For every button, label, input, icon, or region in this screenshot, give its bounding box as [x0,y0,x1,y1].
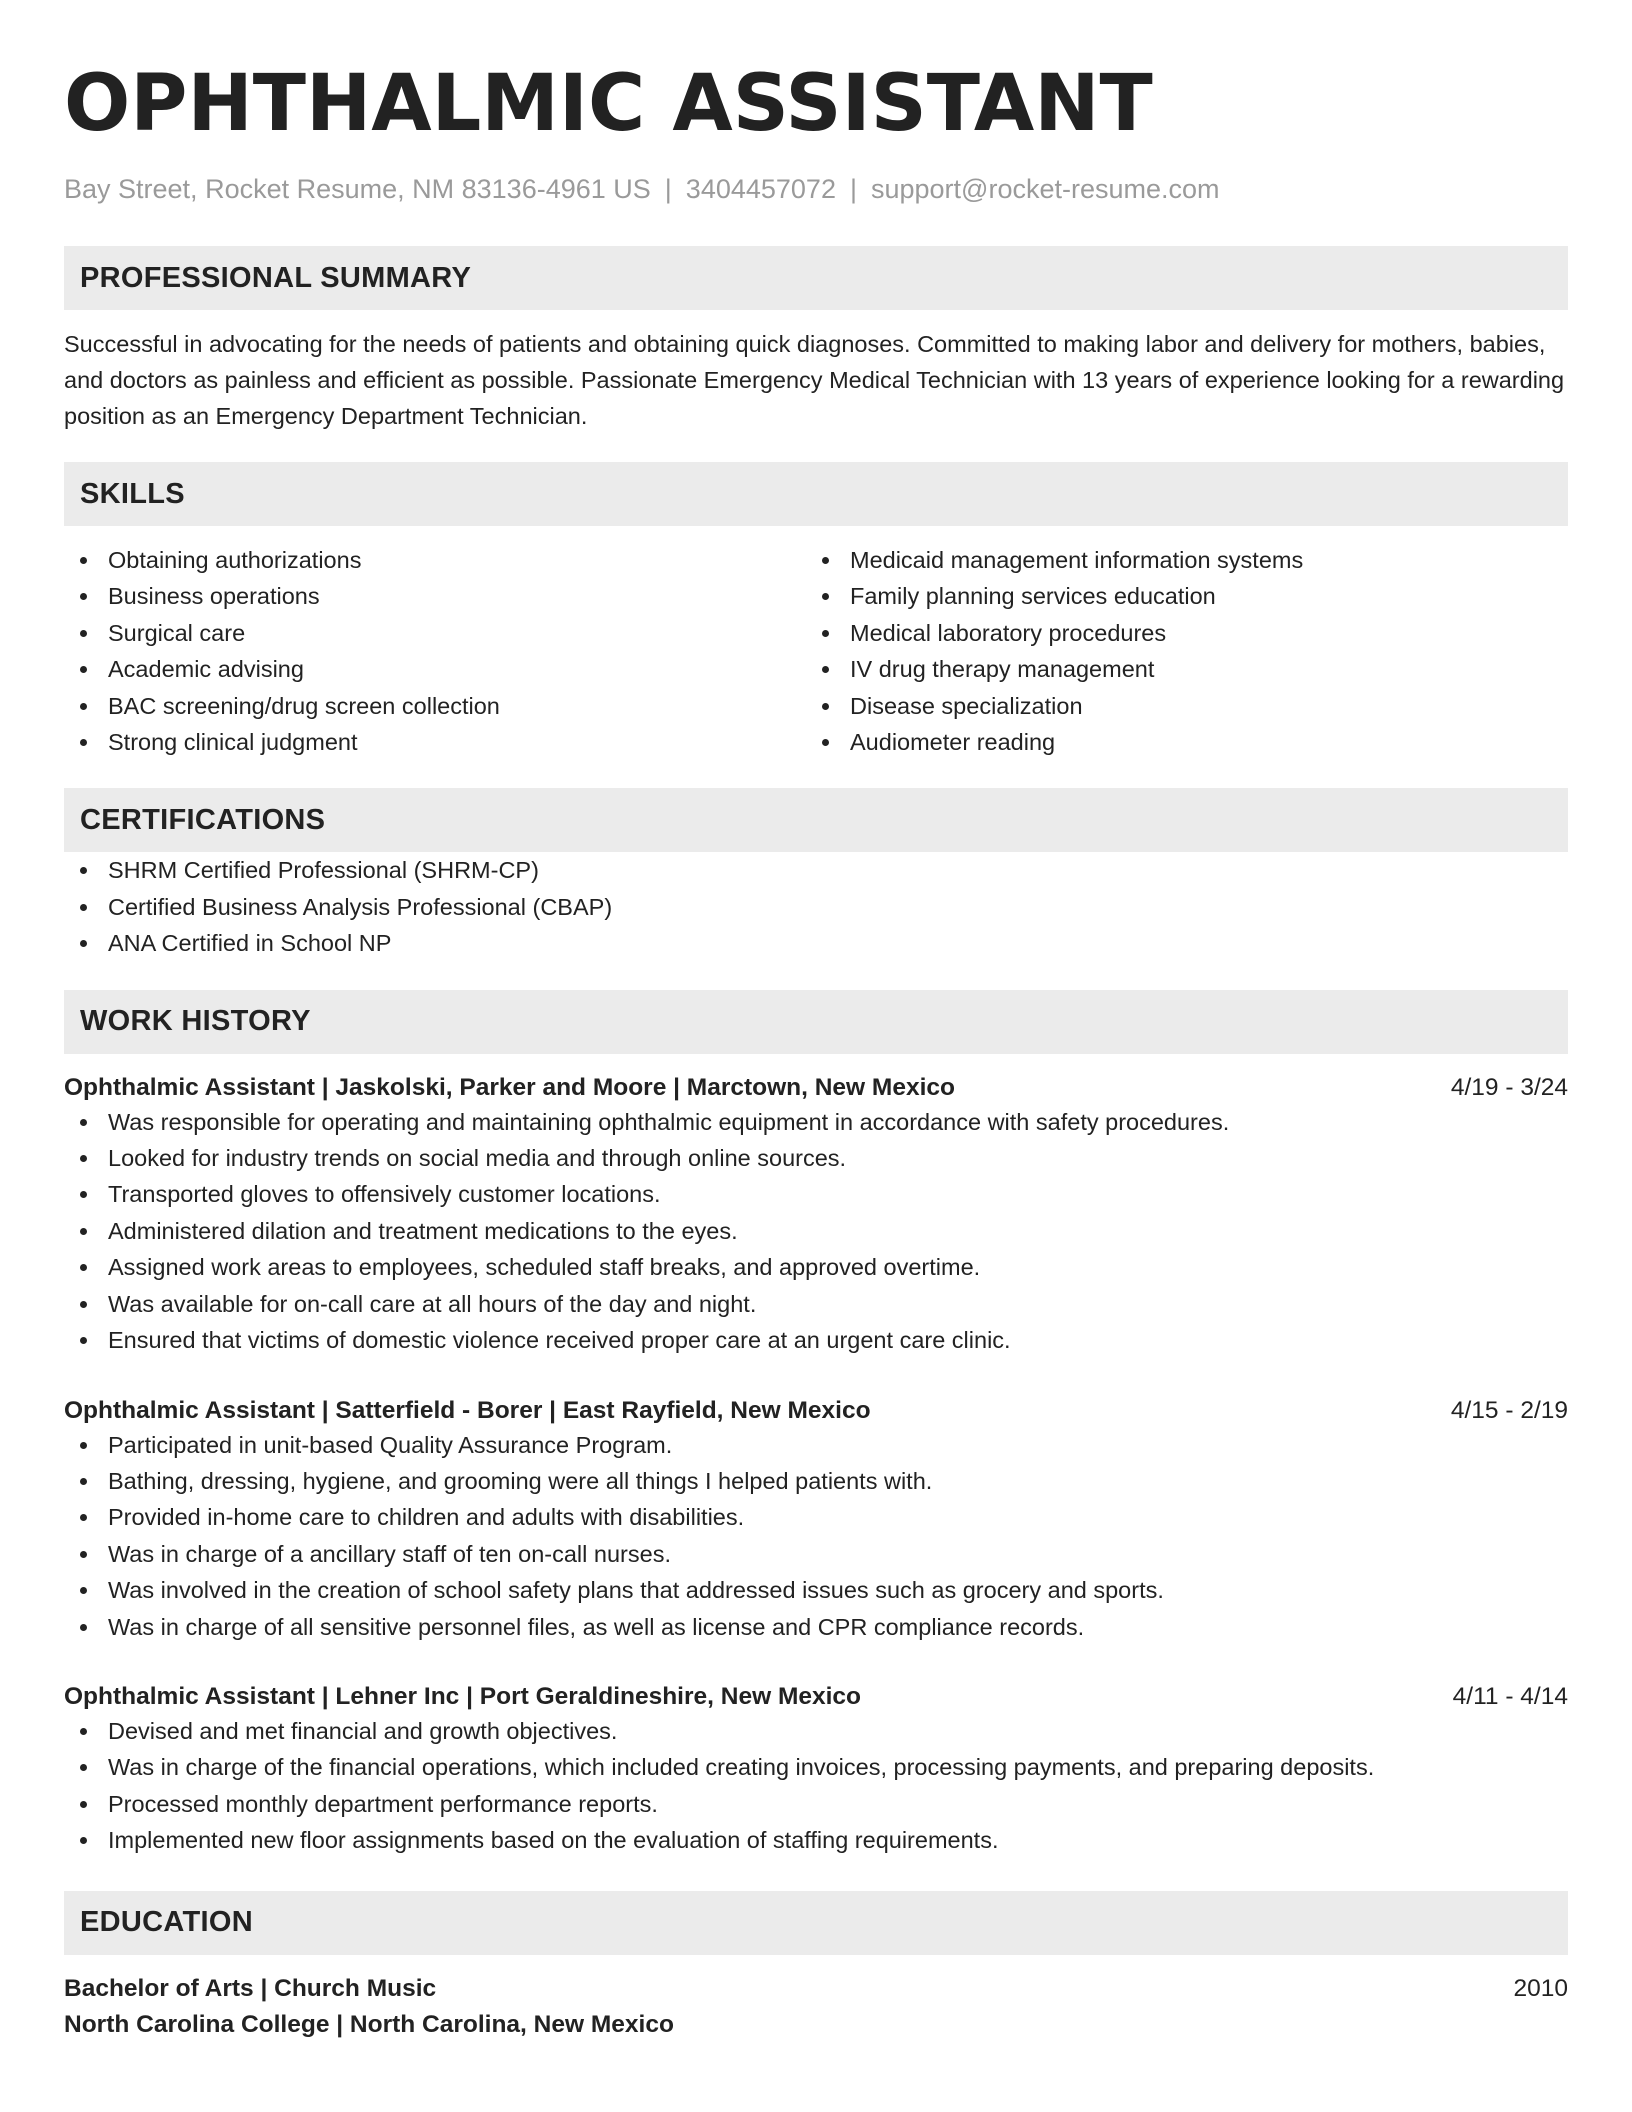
job-duty: Looked for industry trends on social media and through online sources. [64,1140,1568,1176]
contact-line [64,172,1568,206]
job-duty: Implemented new floor assignments based on the evaluation of staffing requirements. [64,1822,1568,1858]
job-duty: Ensured that victims of domestic violence received proper care at an urgent care clinic. [64,1322,1568,1358]
certification-item: ANA Certified in School NP [64,925,1568,961]
job-duty: Was in charge of the financial operations, which included creating invoices, processing payments, and preparing deposits. [64,1749,1568,1785]
job-dates: 4/15 - 2/19 [1450,1396,1568,1424]
job-dates: 4/11 - 4/14 [1452,1682,1568,1710]
certification-item: Certified Business Analysis Professional (CBAP) [64,889,1568,925]
contact-email: support@rocket-resume.com [870,174,1220,204]
education-year: 2010 [1513,1974,1568,2002]
contact-separator: | [664,174,672,204]
skill-item: Disease specialization [806,688,1548,724]
job-duty: Administered dilation and treatment medications to the eyes. [64,1213,1568,1249]
skill-item: Strong clinical judgment [64,724,806,760]
candidate-name: OPHTHALMIC ASSISTANT [64,59,1153,149]
job-duties [64,1427,1568,1645]
job-title: Ophthalmic Assistant | Jaskolski, Parker and Moore | Marctown, New Mexico [64,1073,955,1101]
skill-item: BAC screening/drug screen collection [64,688,806,724]
skill-item: Academic advising [64,651,806,687]
certifications-list [64,852,1568,961]
job-heading [64,1072,1568,1104]
job-title: Ophthalmic Assistant | Lehner Inc | Port Geraldineshire, New Mexico [64,1682,862,1710]
section-heading-work-history: WORK HISTORY [64,990,1568,1054]
skill-item: Family planning services education [806,578,1548,614]
skill-item: Business operations [64,578,806,614]
job-duty: Was in charge of a ancillary staff of ten on-call nurses. [64,1536,1568,1572]
job-heading [64,1395,1568,1427]
job-duty: Was responsible for operating and maintaining ophthalmic equipment in accordance with safety procedures. [64,1104,1568,1140]
section-heading-education: EDUCATION [64,1891,1568,1955]
contact-phone: 3404457072 [685,174,836,204]
contact-separator: | [849,174,857,204]
job-entry [64,1072,1568,1359]
job-entry [64,1395,1568,1645]
job-duty: Bathing, dressing, hygiene, and grooming were all things I helped patients with. [64,1463,1568,1499]
job-entry [64,1681,1568,1859]
job-duty: Transported gloves to offensively customer locations. [64,1176,1568,1212]
job-dates: 4/19 - 3/24 [1450,1073,1568,1101]
job-duty: Participated in unit-based Quality Assurance Program. [64,1427,1568,1463]
job-duties [64,1713,1568,1859]
job-duty: Was in charge of all sensitive personnel files, as well as license and CPR compliance records. [64,1609,1568,1645]
job-duty: Assigned work areas to employees, scheduled staff breaks, and approved overtime. [64,1249,1568,1285]
section-heading-summary: PROFESSIONAL SUMMARY [64,246,1568,310]
job-duty: Was available for on-call care at all hours of the day and night. [64,1286,1568,1322]
job-title: Ophthalmic Assistant | Satterfield - Borer | East Rayfield, New Mexico [64,1396,871,1424]
education-school: North Carolina College | North Carolina, New Mexico [64,2010,674,2038]
job-duty: Processed monthly department performance reports. [64,1786,1568,1822]
education-entry [64,1973,1568,2041]
summary-text: Successful in advocating for the needs of patients and obtaining quick diagnoses. Committed to making labor and delivery for mothers, babies, and doctors as painless and efficient as possible. Passionate Emergency Medical Technician with 13 years of experience looking for a rewarding position as an Emergency Department Technician. [64,331,1565,429]
skill-item: Medical laboratory procedures [806,615,1548,651]
skill-item: IV drug therapy management [806,651,1548,687]
work-history-list [64,1072,1568,1859]
job-duty: Provided in-home care to children and adults with disabilities. [64,1499,1568,1535]
skills-column-left [64,542,806,760]
job-duty: Was involved in the creation of school safety plans that addressed issues such as grocery and sports. [64,1572,1568,1608]
education-degree: Bachelor of Arts | Church Music [64,1974,437,2002]
certification-item: SHRM Certified Professional (SHRM-CP) [64,852,1568,888]
skills-list [64,542,1568,760]
section-heading-certifications: CERTIFICATIONS [64,788,1568,852]
skill-item: Medicaid management information systems [806,542,1548,578]
job-heading [64,1681,1568,1713]
section-heading-skills: SKILLS [64,462,1568,526]
skills-column-right [806,542,1548,760]
contact-address: Bay Street, Rocket Resume, NM 83136-4961 US [64,174,651,204]
education-heading [64,1973,1568,2005]
skill-item: Surgical care [64,615,806,651]
skill-item: Audiometer reading [806,724,1548,760]
job-duties [64,1104,1568,1359]
skill-item: Obtaining authorizations [64,542,806,578]
job-duty: Devised and met financial and growth objectives. [64,1713,1568,1749]
